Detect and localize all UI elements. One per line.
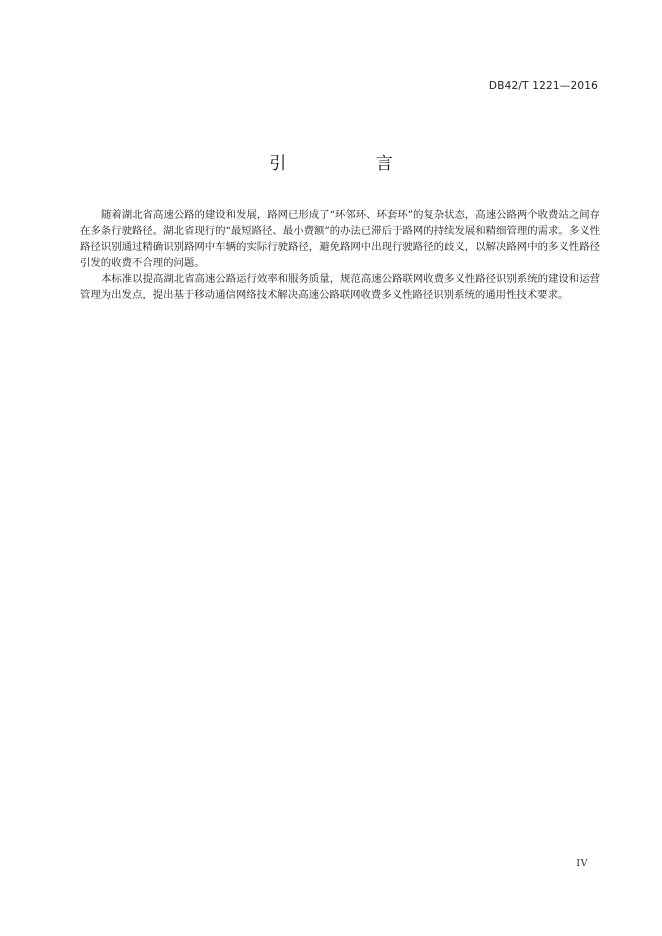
section-title: 引 言 bbox=[269, 154, 435, 174]
document-code: DB42/T 1221—2016 bbox=[488, 80, 598, 92]
page-number: IV bbox=[576, 858, 588, 869]
body-text bbox=[80, 207, 600, 303]
paragraph-2: 本标准以提高湖北省高速公路运行效率和服务质量，规范高速公路联网收费多义性路径识别系统的建设和运营管理为出发点，提出基于移动通信网络技术解决高速公路联网收费多义性路径识别系统的通用性技术要求。 bbox=[80, 273, 600, 301]
paragraph-1: 随着湖北省高速公路的建设和发展，路网已形成了“环邻环、环套环”的复杂状态，高速公路两个收费站之间存在多条行驶路径。湖北省现行的“最短路径、最小费额”的办法已滞后于路网的持续发展和精细管理的需求。多义性路径识别通过精确识别路网中车辆的实际行驶路径，避免路网中出现行驶路径的歧义，以解决路网中的多义性路径引发的收费不合理的问题。 bbox=[80, 209, 600, 269]
